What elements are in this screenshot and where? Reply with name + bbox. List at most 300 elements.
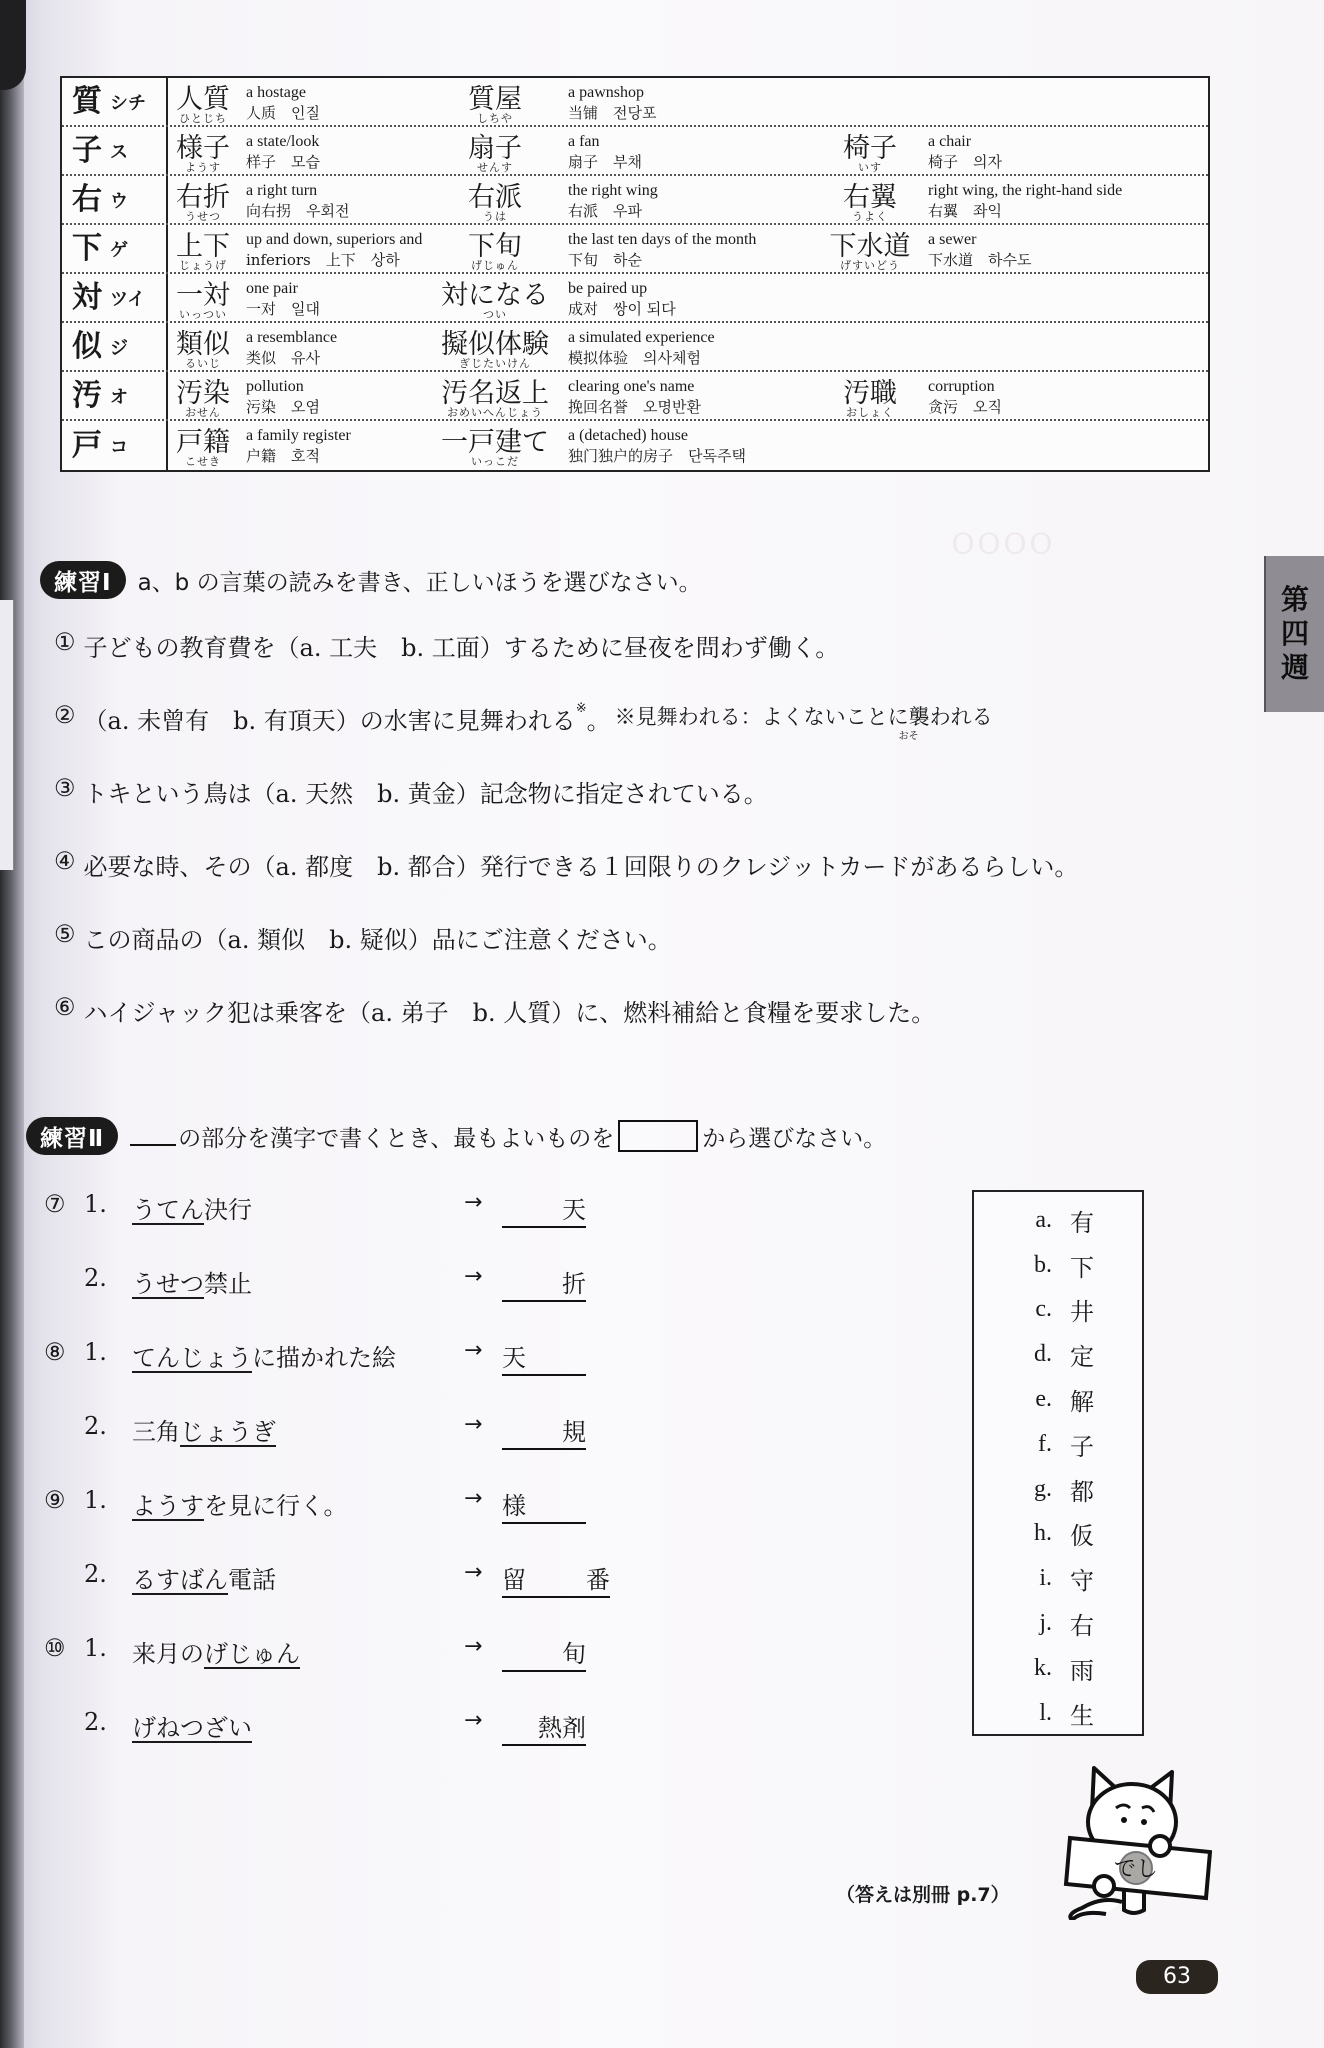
word-reading: いっつい [179, 308, 227, 321]
vocab-row [62, 421, 1208, 470]
chinese-korean-translation: 右派 우파 [568, 201, 642, 220]
given-kanji: 天 [562, 1196, 586, 1224]
word-reading: うせつ [185, 210, 221, 223]
vocab-entry [168, 421, 351, 470]
word-kanji: 上下 [176, 231, 230, 262]
chinese-korean-translation: 一对 일대 [246, 299, 320, 318]
vocab-row-header [62, 372, 168, 419]
chinese-korean-translation: 挽回名誉 오명반환 [568, 397, 701, 416]
exercise2-item [44, 1708, 644, 1782]
vocab-row [62, 176, 1208, 225]
english-meaning: right wing, the right-hand side [928, 181, 1123, 199]
exercise2-instruction-end: から選びなさい。 [702, 1125, 887, 1152]
choice-kanji: 下 [1070, 1253, 1094, 1282]
word-meaning [238, 127, 320, 176]
vocab-entry [430, 78, 656, 127]
choice-letter: a. [1035, 1206, 1052, 1233]
word-reading: つい [483, 308, 507, 321]
exercise2-items [44, 1190, 644, 1782]
vocab-word [430, 176, 560, 225]
word-reading: おしょく [846, 406, 894, 419]
week-4-tab [1264, 556, 1324, 712]
vocab-row-header [62, 78, 168, 125]
word-reading: るいじ [185, 357, 221, 370]
vocab-entry [168, 274, 320, 323]
english-meaning: a resemblance [246, 328, 338, 346]
english-meaning: corruption [928, 377, 995, 395]
word-meaning [560, 274, 676, 323]
target-kanji: 下 [72, 230, 102, 266]
question-number: ⑤ [54, 920, 76, 948]
vocab-word [430, 127, 560, 176]
underlined-reading: うてん [132, 1196, 204, 1224]
arrow-icon: → [464, 1634, 483, 1659]
question-number: ① [54, 628, 76, 656]
chinese-korean-translation: 右翼 좌익 [928, 201, 1002, 220]
word-meaning [238, 372, 320, 421]
given-kanji: 規 [562, 1418, 586, 1446]
arrow-icon: → [464, 1560, 483, 1585]
item-sentence [132, 1560, 452, 1595]
vocab-row-header [62, 127, 168, 174]
chinese-korean-translation: 类似 유사 [246, 348, 320, 367]
word-kanji: 下旬 [468, 231, 522, 262]
svg-text:でし: でし [1113, 1857, 1159, 1882]
answer-blank [502, 1264, 586, 1302]
choice-kanji: 子 [1070, 1432, 1094, 1461]
question-number: ⑦ [44, 1190, 66, 1218]
vocab-word [820, 225, 920, 274]
choice-kanji: 井 [1070, 1298, 1094, 1327]
given-kanji: 旬 [562, 1640, 586, 1668]
vocab-entry [168, 176, 349, 225]
word-kanji: 汚名返上 [441, 378, 549, 409]
underlined-reading: うせつ [132, 1270, 204, 1298]
vocab-entry [430, 372, 701, 421]
kanji-choice [974, 1512, 1142, 1557]
vocab-entry [168, 225, 422, 274]
word-kanji: 汚職 [843, 378, 897, 409]
word-meaning [920, 176, 1122, 225]
exercise2-item [44, 1560, 644, 1634]
given-kanji: 番 [586, 1566, 610, 1594]
onyomi-reading: コ [110, 436, 128, 458]
vocab-word [168, 176, 238, 225]
choice-letter: k. [1034, 1654, 1052, 1681]
english-meaning: pollution [246, 377, 304, 395]
week-tab-char: 第 [1280, 583, 1309, 616]
sub-number: 1. [84, 1486, 107, 1514]
target-kanji: 似 [72, 328, 102, 364]
word-meaning [238, 421, 351, 470]
sentence-after: 決行 [204, 1196, 252, 1224]
question-text: トキという鳥は（a. 天然 b. 黄金）記念物に指定されている。 [83, 780, 768, 808]
arrow-icon: → [464, 1412, 483, 1437]
word-reading: いっこだ [471, 455, 519, 468]
choice-kanji: 定 [1070, 1343, 1094, 1372]
word-reading: こせき [185, 455, 221, 468]
vocab-word [820, 127, 920, 176]
item-sentence [132, 1190, 452, 1225]
vocab-row [62, 274, 1208, 323]
answer-blank [502, 1560, 610, 1598]
question-number: ④ [54, 847, 76, 875]
exercise1-question [54, 993, 1234, 1066]
question-end: 。 [586, 707, 611, 735]
vocab-word [168, 372, 238, 421]
english-meaning: a chair [928, 132, 972, 150]
word-meaning [560, 78, 656, 127]
word-kanji: 擬似体験 [441, 329, 549, 360]
item-sentence [132, 1338, 452, 1373]
kanji-choice [974, 1691, 1142, 1736]
exercise2-item [44, 1264, 644, 1338]
word-reading: げすいどう [840, 259, 900, 272]
english-meaning: be paired up [568, 279, 648, 297]
word-meaning [560, 372, 701, 421]
choice-kanji: 都 [1070, 1477, 1094, 1506]
word-kanji: 人質 [176, 84, 230, 115]
item-sentence [132, 1486, 452, 1521]
given-kanji: 様 [502, 1492, 526, 1520]
word-meaning [560, 323, 715, 372]
exercise1-badge: 練習Ⅰ [40, 561, 126, 599]
chinese-korean-translation: 污染 오염 [246, 397, 320, 416]
sub-number: 2. [84, 1708, 107, 1736]
vocab-row [62, 78, 1208, 127]
sentence-after: 電話 [228, 1566, 276, 1594]
vocab-entry [168, 323, 337, 372]
question-number: ⑨ [44, 1486, 66, 1514]
exercise1-question [54, 920, 1234, 993]
choice-letter: f. [1038, 1430, 1052, 1457]
onyomi-reading: オ [110, 386, 128, 408]
english-meaning: a fan [568, 132, 600, 150]
word-meaning [920, 225, 1031, 274]
english-meaning: a sewer [928, 230, 977, 248]
vocab-word [430, 274, 560, 323]
vocab-row-header [62, 274, 168, 321]
word-meaning [238, 78, 320, 127]
word-kanji: 様子 [176, 133, 230, 164]
choice-kanji: 仮 [1070, 1522, 1094, 1551]
word-meaning [560, 176, 658, 225]
onyomi-reading: ス [110, 141, 128, 163]
vocab-entry [168, 127, 320, 176]
word-kanji: 対になる [441, 280, 549, 311]
vocab-entry [820, 225, 1031, 274]
vocab-row-header [62, 225, 168, 272]
choice-kanji: 右 [1070, 1612, 1094, 1641]
week-tab-char: 週 [1280, 651, 1309, 684]
item-sentence [132, 1634, 452, 1669]
word-kanji: 扇子 [468, 133, 522, 164]
exercise1-header [40, 561, 702, 599]
sentence-after: に描かれた絵 [252, 1344, 396, 1372]
question-text: 必要な時、その（a. 都度 b. 都合）発行できる１回限りのクレジットカードがあるらしい。 [83, 853, 1079, 881]
choice-letter: h. [1034, 1520, 1052, 1547]
english-meaning: a (detached) house [568, 426, 688, 444]
word-reading: じょうげ [179, 259, 227, 272]
vocab-row-header [62, 323, 168, 370]
onyomi-reading: シチ [110, 92, 146, 114]
footnote-mark: ※ [575, 701, 587, 716]
vocab-word [430, 225, 560, 274]
arrow-icon: → [464, 1338, 483, 1363]
exercise2-item [44, 1634, 644, 1708]
word-meaning [560, 127, 642, 176]
vocab-entry [168, 372, 320, 421]
exercise2-instruction: の部分を漢字で書くとき、最もよいものを [178, 1125, 615, 1152]
underlined-reading: るすばん [132, 1566, 228, 1594]
chinese-korean-translation: 下旬 하순 [568, 250, 642, 269]
word-reading: おめいへんじょう [447, 406, 543, 419]
vocab-word [430, 78, 560, 127]
english-meaning: up and down, superiors and [246, 230, 423, 248]
word-kanji: 汚染 [176, 378, 230, 409]
sentence-after: を見に行く。 [204, 1492, 348, 1520]
vocab-word [168, 421, 238, 470]
bleed-through-text: ＯＯＯＯ [950, 530, 1055, 560]
word-meaning [238, 225, 422, 274]
word-reading: ひとじち [179, 112, 227, 125]
underlined-reading: てんじょう [132, 1344, 252, 1372]
word-kanji: 一対 [176, 280, 230, 311]
chinese-korean-translation: inferiors 上下 상하 [246, 250, 400, 269]
answer-blank [502, 1634, 586, 1672]
vocab-entry [430, 421, 746, 470]
spine-shadow [0, 0, 26, 90]
choice-letter: i. [1039, 1565, 1052, 1592]
english-meaning: a family register [246, 426, 351, 444]
english-meaning: a state/look [246, 132, 320, 150]
vocab-row [62, 127, 1208, 176]
arrow-icon: → [464, 1708, 483, 1733]
kanji-choice [974, 1601, 1142, 1646]
kanji-choice [974, 1646, 1142, 1691]
arrow-icon: → [464, 1486, 483, 1511]
english-meaning: the last ten days of the month [568, 230, 757, 248]
underlined-reading: げじゅん [204, 1640, 300, 1668]
vocab-entry [430, 274, 676, 323]
exercise1-question [54, 847, 1234, 920]
vocab-row-header [62, 421, 168, 470]
footnote-text [614, 701, 993, 742]
question-number: ③ [54, 774, 76, 802]
word-reading: げじゅん [471, 259, 519, 272]
sentence-before: 三角 [132, 1418, 180, 1446]
chinese-korean-translation: 人质 인질 [246, 103, 320, 122]
exercise1-questions [54, 628, 1234, 1066]
onyomi-reading: ジ [110, 337, 128, 359]
vocab-entry [820, 372, 1002, 421]
vocab-word [430, 421, 560, 470]
english-meaning: a pawnshop [568, 83, 644, 101]
choice-letter: d. [1034, 1341, 1052, 1368]
exercise2-badge: 練習Ⅱ [26, 1117, 118, 1155]
exercise2-item [44, 1486, 644, 1560]
word-reading: ようす [185, 161, 221, 174]
word-reading: うよく [852, 210, 888, 223]
target-kanji: 子 [72, 132, 102, 168]
chinese-korean-translation: 户籍 호적 [246, 446, 320, 465]
choice-kanji: 生 [1070, 1701, 1094, 1730]
vocab-word [168, 274, 238, 323]
word-kanji: 右折 [176, 182, 230, 213]
vocab-word [168, 78, 238, 127]
vocab-row-header [62, 176, 168, 223]
exercise2-header [26, 1117, 886, 1155]
page-number: 63 [1136, 1960, 1218, 1994]
answer-blank [502, 1412, 586, 1450]
vocab-entry [820, 176, 1122, 225]
question-number: ⑧ [44, 1338, 66, 1366]
vocab-entry [430, 127, 642, 176]
arrow-icon: → [464, 1264, 483, 1289]
sentence-before: 来月の [132, 1640, 204, 1668]
choice-letter: j. [1039, 1610, 1052, 1637]
kanji-choice-box [972, 1190, 1144, 1736]
kanji-choice [974, 1467, 1142, 1512]
answer-blank [502, 1708, 586, 1746]
word-meaning [238, 323, 337, 372]
sub-number: 1. [84, 1190, 107, 1218]
exercise1-question [54, 628, 1234, 701]
given-kanji: 留 [502, 1566, 526, 1594]
english-meaning: clearing one's name [568, 377, 695, 395]
kanji-choice [974, 1288, 1142, 1333]
vocab-entry [168, 78, 320, 127]
onyomi-reading: ツイ [110, 288, 146, 310]
word-meaning [920, 372, 1002, 421]
word-meaning [238, 176, 349, 225]
word-meaning [238, 274, 320, 323]
answers-reference: （答えは別冊 p.7） [836, 1884, 1010, 1906]
item-sentence [132, 1412, 452, 1447]
question-number: ⑥ [54, 993, 76, 1021]
facing-page-edge [0, 600, 14, 870]
exercise1-instruction: a、b の言葉の読みを書き、正しいほうを選びなさい。 [137, 569, 702, 596]
underlined-reading: げねつざい [132, 1714, 252, 1742]
question-number: ⑩ [44, 1634, 66, 1662]
underline-blank-icon [130, 1126, 176, 1146]
vocab-word [430, 323, 560, 372]
given-kanji: 熱剤 [538, 1714, 586, 1742]
vocab-word [430, 372, 560, 421]
word-kanji: 類似 [176, 329, 230, 360]
target-kanji: 戸 [72, 427, 102, 463]
onyomi-reading: ウ [110, 190, 128, 212]
word-meaning [920, 127, 1002, 176]
answer-blank [502, 1338, 586, 1376]
sub-number: 2. [84, 1264, 107, 1292]
choice-kanji: 雨 [1070, 1656, 1094, 1685]
choice-box-icon [618, 1120, 698, 1152]
vocab-entry [430, 176, 658, 225]
vocab-row [62, 323, 1208, 372]
word-reading: せんす [477, 161, 513, 174]
english-meaning: one pair [246, 279, 298, 297]
chinese-korean-translation: 样子 모습 [246, 152, 320, 171]
question-text: この商品の（a. 類似 b. 疑似）品にご注意ください。 [83, 926, 672, 954]
kanji-choice [974, 1556, 1142, 1601]
english-meaning: the right wing [568, 181, 658, 199]
target-kanji: 質 [72, 83, 102, 119]
chinese-korean-translation: 贪污 오직 [928, 397, 1002, 416]
vocab-word [168, 127, 238, 176]
vocab-row [62, 225, 1208, 274]
question-text: ハイジャック犯は乗客を（a. 弟子 b. 人質）に、燃料補給と食糧を要求した。 [83, 999, 936, 1027]
word-kanji: 右派 [468, 182, 522, 213]
furigana: おそ [898, 731, 919, 742]
word-reading: うは [483, 210, 507, 223]
kanji-choice [974, 1422, 1142, 1467]
choice-letter: l. [1039, 1699, 1052, 1726]
book-spine [0, 0, 24, 2048]
english-meaning: a simulated experience [568, 328, 715, 346]
question-text: 子どもの教育費を（a. 工夫 b. 工面）するために昼夜を問わず働く。 [83, 634, 840, 662]
word-meaning [560, 225, 756, 274]
vocab-entry [430, 225, 756, 274]
footnote-body: ※見舞われる：よくないことに襲われる [614, 705, 993, 729]
kanji-choice [974, 1332, 1142, 1377]
choice-letter: c. [1035, 1296, 1052, 1323]
exercise1-question [54, 774, 1234, 847]
word-reading: いす [858, 161, 882, 174]
vocab-word [168, 323, 238, 372]
word-kanji: 戸籍 [176, 427, 230, 458]
word-kanji: 一戸建て [441, 427, 549, 458]
item-sentence [132, 1264, 452, 1299]
underlined-reading: ようす [132, 1492, 204, 1520]
vocab-word [820, 176, 920, 225]
sub-number: 1. [84, 1338, 107, 1366]
word-reading: おせん [185, 406, 221, 419]
chinese-korean-translation: 成对 쌍이 되다 [568, 299, 676, 318]
question-text: （a. 未曾有 b. 有頂天）の水害に見舞われる [83, 707, 576, 735]
english-meaning: a right turn [246, 181, 318, 199]
vocab-word [168, 225, 238, 274]
given-kanji: 折 [562, 1270, 586, 1298]
chinese-korean-translation: 当铺 전당포 [568, 103, 657, 122]
choice-letter: g. [1034, 1475, 1052, 1502]
word-meaning [560, 421, 746, 470]
exercise1-question [54, 701, 1234, 774]
exercise2-item [44, 1338, 644, 1412]
word-reading: しちや [477, 112, 513, 125]
vocabulary-table [60, 76, 1210, 472]
vocab-word [820, 372, 920, 421]
choice-kanji: 解 [1070, 1388, 1094, 1417]
sub-number: 2. [84, 1560, 107, 1588]
choice-kanji: 守 [1070, 1567, 1094, 1596]
arrow-icon: → [464, 1190, 483, 1215]
english-meaning: a hostage [246, 83, 306, 101]
underlined-reading: じょうぎ [180, 1418, 276, 1446]
week-tab-char: 四 [1280, 617, 1309, 650]
chinese-korean-translation: 扇子 부채 [568, 152, 642, 171]
given-kanji: 天 [502, 1344, 526, 1372]
kanji-choice [974, 1243, 1142, 1288]
word-kanji: 質屋 [468, 84, 522, 115]
vocab-entry [430, 323, 715, 372]
onyomi-reading: ゲ [110, 239, 128, 261]
cat-mascot-icon [1052, 1750, 1212, 1920]
chinese-korean-translation: 向右拐 우회전 [246, 201, 350, 220]
kanji-choice [974, 1377, 1142, 1422]
vocab-entry [820, 127, 1002, 176]
exercise2-item [44, 1412, 644, 1486]
